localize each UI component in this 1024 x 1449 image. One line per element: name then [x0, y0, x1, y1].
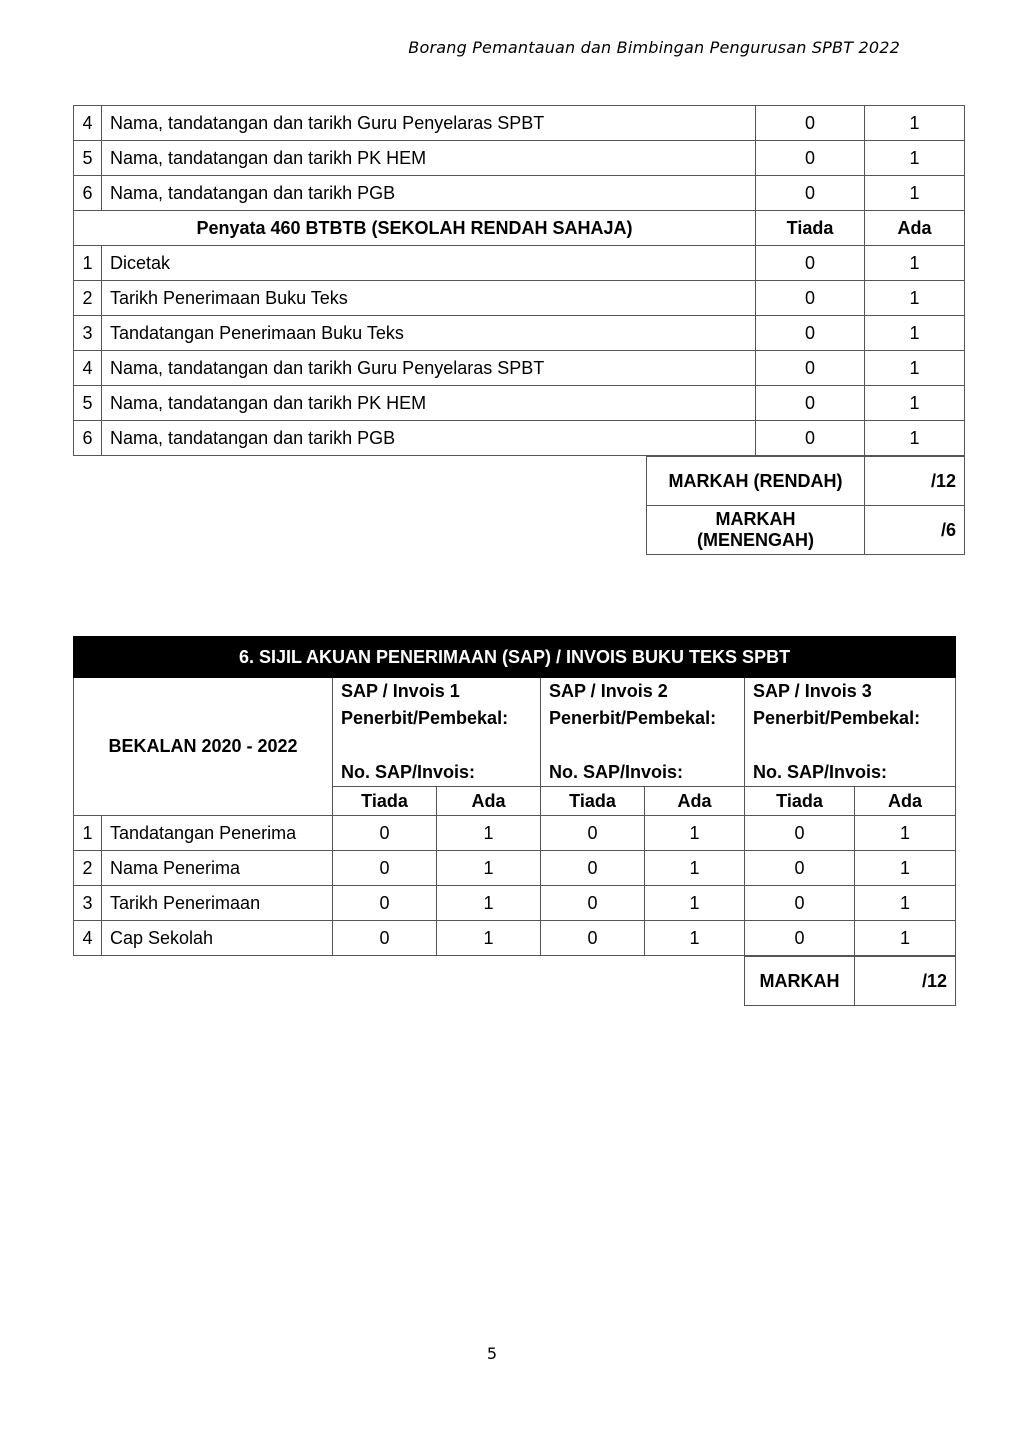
cell-value: 0 [745, 851, 855, 886]
row-number: 6 [74, 421, 102, 456]
section6-markah-table [744, 956, 956, 1006]
row-item: Nama Penerima [102, 851, 333, 886]
ada-header: Ada [437, 787, 541, 816]
row-item: Tarikh Penerimaan [102, 886, 333, 921]
section6-title-row [74, 637, 956, 678]
cell-value: 1 [645, 921, 745, 956]
sub-header-title: Penyata 460 BTBTB (SEKOLAH RENDAH SAHAJA) [74, 211, 756, 246]
cell-value: 1 [437, 921, 541, 956]
ada-value: 1 [865, 316, 965, 351]
cell-value: 1 [437, 886, 541, 921]
table-row [74, 176, 965, 211]
table-row [74, 316, 965, 351]
table-row [74, 386, 965, 421]
tiada-value: 0 [756, 106, 865, 141]
ada-header: Ada [865, 211, 965, 246]
row-item: Nama, tandatangan dan tarikh PGB [102, 176, 756, 211]
row-item: Tandatangan Penerima [102, 816, 333, 851]
invois-header-row [74, 678, 956, 787]
invois-3-title: SAP / Invois 3 [753, 681, 872, 701]
table-row [74, 281, 965, 316]
tiada-header: Tiada [333, 787, 437, 816]
table-row [74, 886, 956, 921]
row-item: Nama, tandatangan dan tarikh PK HEM [102, 141, 756, 176]
ada-value: 1 [865, 246, 965, 281]
row-item: Tarikh Penerimaan Buku Teks [102, 281, 756, 316]
cell-value: 0 [745, 816, 855, 851]
tiada-value: 0 [756, 421, 865, 456]
section6-title: 6. SIJIL AKUAN PENERIMAAN (SAP) / INVOIS BUKU TEKS SPBT [74, 637, 956, 678]
cell-value: 0 [333, 921, 437, 956]
cell-value: 1 [855, 816, 956, 851]
bekalan-label: BEKALAN 2020 - 2022 [74, 678, 333, 816]
row-number: 5 [74, 386, 102, 421]
invois-2-title: SAP / Invois 2 [549, 681, 668, 701]
tiada-header: Tiada [756, 211, 865, 246]
tiada-value: 0 [756, 351, 865, 386]
invois-1-penerbit: Penerbit/Pembekal: [341, 708, 509, 728]
cell-value: 1 [645, 816, 745, 851]
invois-3-header [745, 678, 956, 787]
ada-value: 1 [865, 386, 965, 421]
invois-1-header [333, 678, 541, 787]
cell-value: 0 [745, 886, 855, 921]
row-item: Nama, tandatangan dan tarikh Guru Penyelaras SPBT [102, 106, 756, 141]
page-number: 5 [486, 1344, 498, 1363]
invois-1-title: SAP / Invois 1 [341, 681, 460, 701]
row-number: 5 [74, 141, 102, 176]
section6-table [73, 636, 956, 956]
markah-value: /12 [855, 957, 956, 1006]
cell-value: 0 [745, 921, 855, 956]
cell-value: 1 [437, 851, 541, 886]
row-number: 4 [74, 351, 102, 386]
table-row [74, 851, 956, 886]
tiada-value: 0 [756, 176, 865, 211]
invois-2-penerbit: Penerbit/Pembekal: [549, 708, 717, 728]
cell-value: 0 [541, 921, 645, 956]
cell-value: 0 [541, 816, 645, 851]
markah-row [647, 506, 965, 555]
row-item: Nama, tandatangan dan tarikh PGB [102, 421, 756, 456]
table-row [74, 421, 965, 456]
markah-menengah-value: /6 [865, 506, 965, 555]
tiada-value: 0 [756, 386, 865, 421]
row-number: 3 [74, 886, 102, 921]
sub-header-row [74, 211, 965, 246]
cell-value: 0 [541, 851, 645, 886]
table-row [74, 141, 965, 176]
cell-value: 0 [333, 851, 437, 886]
table-row [74, 246, 965, 281]
section5-markah-table [646, 456, 965, 555]
markah-row [745, 957, 956, 1006]
cell-value: 1 [645, 886, 745, 921]
invois-2-header [541, 678, 745, 787]
cell-value: 0 [333, 886, 437, 921]
cell-value: 1 [855, 921, 956, 956]
ada-value: 1 [865, 106, 965, 141]
row-item: Cap Sekolah [102, 921, 333, 956]
ada-value: 1 [865, 421, 965, 456]
ada-value: 1 [865, 351, 965, 386]
row-number: 2 [74, 851, 102, 886]
markah-row [647, 457, 965, 506]
table-row [74, 816, 956, 851]
row-item: Tandatangan Penerimaan Buku Teks [102, 316, 756, 351]
invois-2-no: No. SAP/Invois: [549, 762, 684, 782]
row-item: Nama, tandatangan dan tarikh Guru Penyelaras SPBT [102, 351, 756, 386]
row-number: 4 [74, 106, 102, 141]
cell-value: 0 [541, 886, 645, 921]
invois-3-no: No. SAP/Invois: [753, 762, 888, 782]
tiada-header: Tiada [745, 787, 855, 816]
row-item: Nama, tandatangan dan tarikh PK HEM [102, 386, 756, 421]
invois-1-no: No. SAP/Invois: [341, 762, 476, 782]
row-number: 1 [74, 816, 102, 851]
table-row [74, 921, 956, 956]
row-number: 2 [74, 281, 102, 316]
ada-value: 1 [865, 141, 965, 176]
table-row [74, 106, 965, 141]
ada-value: 1 [865, 176, 965, 211]
markah-label: MARKAH [745, 957, 855, 1006]
cell-value: 0 [333, 816, 437, 851]
row-number: 3 [74, 316, 102, 351]
row-item: Dicetak [102, 246, 756, 281]
cell-value: 1 [437, 816, 541, 851]
cell-value: 1 [645, 851, 745, 886]
tiada-header: Tiada [541, 787, 645, 816]
row-number: 1 [74, 246, 102, 281]
table-row [74, 351, 965, 386]
ada-value: 1 [865, 281, 965, 316]
markah-rendah-value: /12 [865, 457, 965, 506]
section5-table [73, 105, 965, 456]
ada-header: Ada [645, 787, 745, 816]
tiada-value: 0 [756, 281, 865, 316]
tiada-value: 0 [756, 316, 865, 351]
page-header-title: Borang Pemantauan dan Bimbingan Pengurusan SPBT 2022 [408, 38, 900, 57]
row-number: 4 [74, 921, 102, 956]
markah-rendah-label: MARKAH (RENDAH) [647, 457, 865, 506]
tiada-value: 0 [756, 246, 865, 281]
tiada-value: 0 [756, 141, 865, 176]
cell-value: 1 [855, 851, 956, 886]
markah-menengah-label: MARKAH (MENENGAH) [647, 506, 865, 555]
row-number: 6 [74, 176, 102, 211]
invois-3-penerbit: Penerbit/Pembekal: [753, 708, 921, 728]
cell-value: 1 [855, 886, 956, 921]
ada-header: Ada [855, 787, 956, 816]
